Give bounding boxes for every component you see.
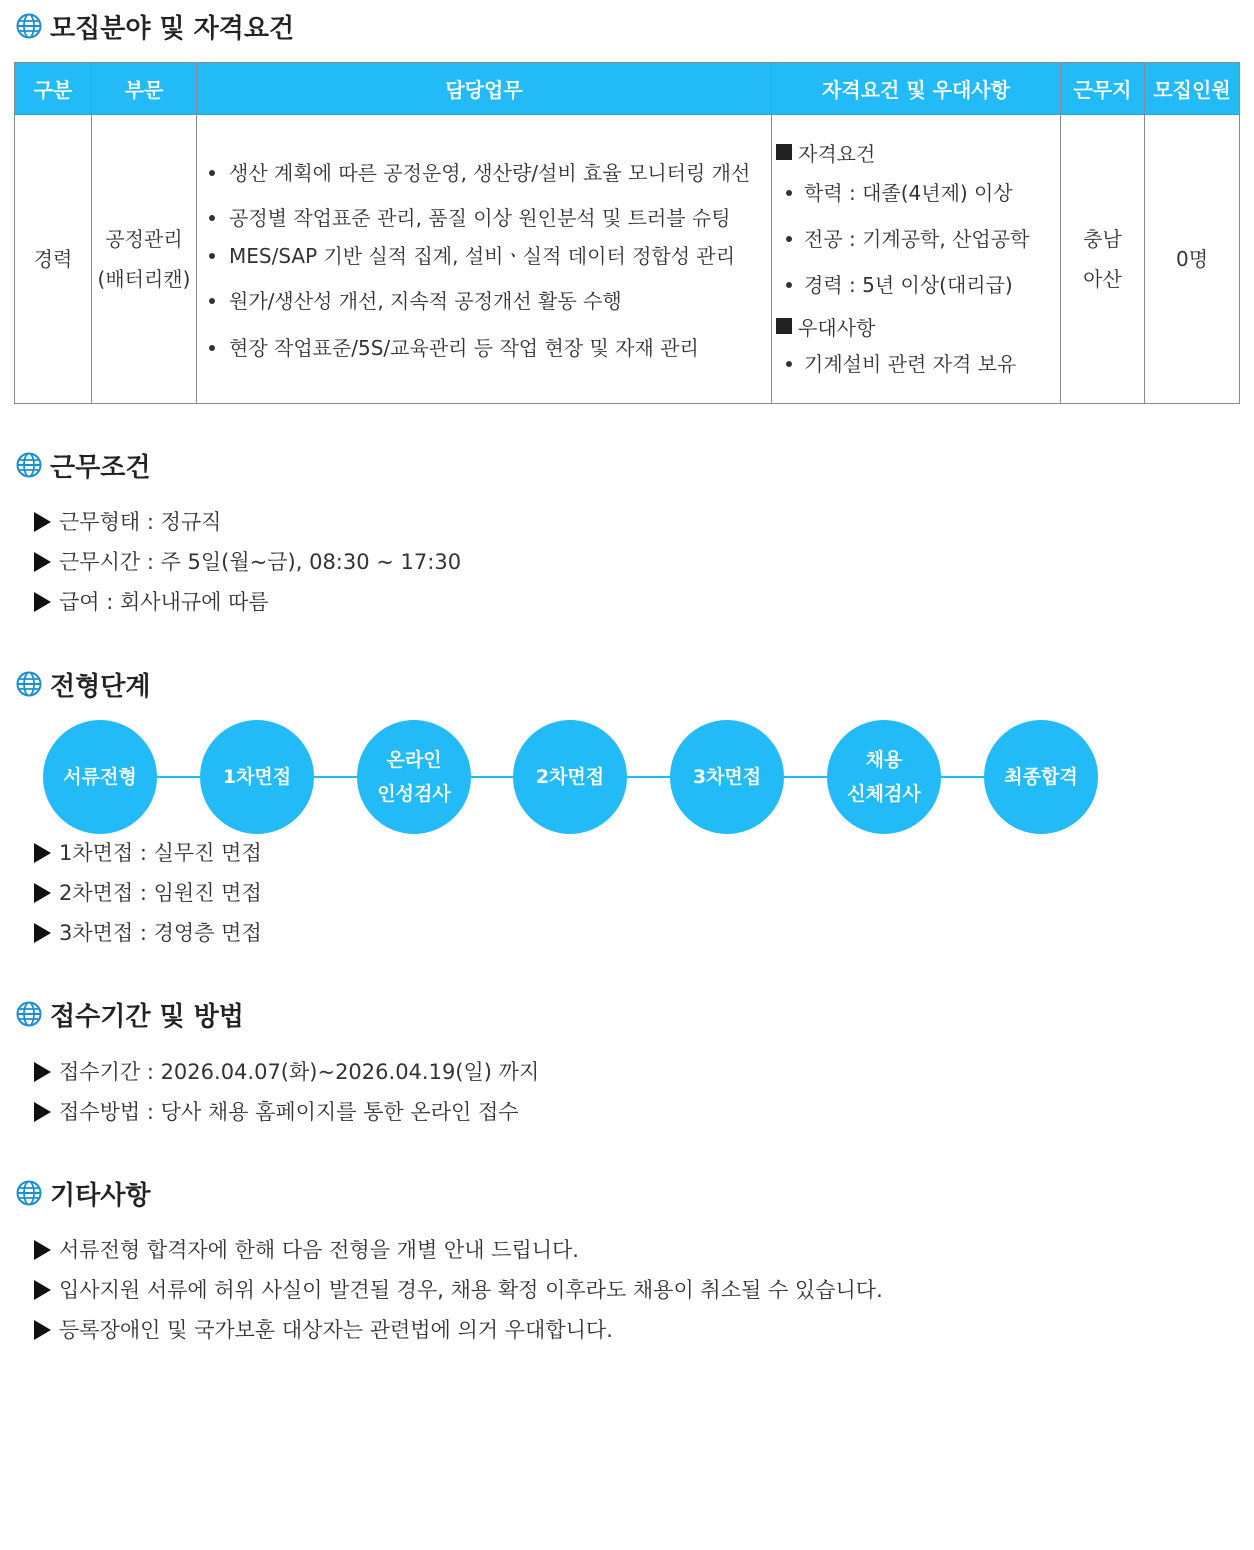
section-title-apply — [16, 996, 244, 1032]
location-line2: 아산 — [1083, 267, 1122, 291]
division-line1: 공정관리 — [105, 227, 183, 251]
table-row — [15, 115, 1240, 404]
division-line2: (배터리캔) — [97, 267, 191, 291]
duty-item: 원가/생산성 개선, 지속적 공정개선 활동 수행 — [209, 271, 771, 331]
triangle-right-icon — [34, 1062, 51, 1082]
globe-icon — [16, 1180, 42, 1206]
duty-item: MES/SAP 기반 실적 집계, 설비ㆍ실적 데이터 정합성 관리 — [209, 241, 771, 271]
interview-text: 1차면접 : 실무진 면접 — [59, 841, 262, 865]
condition-line — [34, 587, 269, 617]
etc-text: 서류전형 합격자에 한해 다음 전형을 개별 안내 드립니다. — [59, 1238, 579, 1262]
header-location: 근무지 — [1061, 63, 1145, 115]
triangle-right-icon — [34, 843, 51, 863]
step-label-line2: 인성검사 — [377, 783, 451, 805]
condition-line — [34, 507, 221, 537]
globe-icon — [16, 671, 42, 697]
cell-duties — [197, 115, 772, 404]
globe-icon — [16, 1001, 42, 1027]
header-headcount: 모집인원 — [1145, 63, 1240, 115]
qualification-item: 경력 : 5년 이상(대리급) — [776, 262, 1060, 308]
step-circle — [357, 720, 471, 834]
condition-line — [34, 547, 461, 577]
etc-line — [34, 1235, 579, 1265]
square-bullet-icon — [776, 144, 792, 160]
apply-text: 접수방법 : 당사 채용 홈페이지를 통한 온라인 접수 — [59, 1100, 519, 1124]
step-circle — [827, 720, 941, 834]
interview-line — [34, 878, 262, 908]
preference-heading — [776, 308, 1060, 344]
cell-headcount — [1145, 115, 1240, 404]
process-steps — [0, 720, 1254, 834]
step-circle — [200, 720, 314, 834]
interview-text: 2차면접 : 임원진 면접 — [59, 881, 262, 905]
section-title-text: 전형단계 — [50, 671, 151, 702]
header-duties: 담당업무 — [197, 63, 772, 115]
condition-text: 근무형태 : 정규직 — [59, 510, 222, 534]
section-title-text: 기타사항 — [50, 1180, 151, 1211]
table-header-row — [15, 63, 1240, 115]
step-label-line2: 신체검사 — [847, 783, 921, 805]
triangle-right-icon — [34, 1240, 51, 1260]
square-bullet-icon — [776, 318, 792, 334]
etc-line — [34, 1315, 613, 1345]
duty-item: 공정별 작업표준 관리, 품질 이상 원인분석 및 트러블 슈팅 — [209, 195, 771, 241]
duty-item: 현장 작업표준/5S/교육관리 등 작업 현장 및 자재 관리 — [209, 331, 771, 365]
section-title-text: 근무조건 — [50, 452, 151, 483]
step-circle — [513, 720, 627, 834]
cell-qualifications — [772, 115, 1061, 404]
header-category: 구분 — [15, 63, 92, 115]
header-division: 부문 — [92, 63, 197, 115]
step-label: 서류전형 — [63, 766, 137, 788]
qualification-block — [772, 134, 1060, 384]
interview-text: 3차면접 : 경영층 면접 — [59, 921, 262, 945]
step-label-line1: 온라인 — [386, 749, 442, 771]
globe-icon — [16, 452, 42, 478]
section-title-recruit — [16, 8, 294, 44]
step-label: 3차면접 — [692, 766, 762, 788]
interview-line — [34, 918, 262, 948]
qualification-item: 학력 : 대졸(4년제) 이상 — [776, 170, 1060, 216]
qualification-item: 전공 : 기계공학, 산업공학 — [776, 216, 1060, 262]
step-circle — [670, 720, 784, 834]
preference-title: 우대사항 — [798, 315, 876, 340]
step-circle — [43, 720, 157, 834]
section-title-text: 접수기간 및 방법 — [50, 1001, 244, 1032]
globe-icon — [16, 13, 42, 39]
triangle-right-icon — [34, 1102, 51, 1122]
section-title-conditions — [16, 447, 150, 483]
etc-text: 등록장애인 및 국가보훈 대상자는 관련법에 의거 우대합니다. — [59, 1318, 613, 1342]
etc-text: 입사지원 서류에 허위 사실이 발견될 경우, 채용 확정 이후라도 채용이 취소될 수 있습니다. — [59, 1278, 883, 1302]
interview-line — [34, 838, 262, 868]
condition-text: 근무시간 : 주 5일(월~금), 08:30 ~ 17:30 — [59, 550, 462, 574]
triangle-right-icon — [34, 552, 51, 572]
header-qualifications: 자격요건 및 우대사항 — [772, 63, 1061, 115]
location-line1: 충남 — [1083, 227, 1122, 251]
qualification-heading — [776, 134, 1060, 170]
triangle-right-icon — [34, 883, 51, 903]
step-label-line1: 채용 — [865, 749, 903, 771]
triangle-right-icon — [34, 1280, 51, 1300]
step-circle — [984, 720, 1098, 834]
cell-category — [15, 115, 92, 404]
triangle-right-icon — [34, 1320, 51, 1340]
triangle-right-icon — [34, 923, 51, 943]
qualification-title: 자격요건 — [798, 141, 876, 166]
headcount-text: 0명 — [1175, 247, 1209, 271]
step-label: 최종합격 — [1004, 766, 1078, 788]
preference-item: 기계설비 관련 자격 보유 — [776, 344, 1060, 384]
apply-line — [34, 1057, 539, 1087]
section-title-text: 모집분야 및 자격요건 — [50, 13, 295, 44]
etc-line — [34, 1275, 883, 1305]
section-title-etc — [16, 1175, 150, 1211]
cell-location — [1061, 115, 1145, 404]
cell-division — [92, 115, 197, 404]
condition-text: 급여 : 회사내규에 따름 — [59, 590, 269, 614]
recruit-table — [14, 62, 1240, 404]
triangle-right-icon — [34, 592, 51, 612]
step-label: 1차면접 — [222, 766, 292, 788]
triangle-right-icon — [34, 512, 51, 532]
apply-line — [34, 1097, 519, 1127]
apply-text: 접수기간 : 2026.04.07(화)~2026.04.19(일) 까지 — [59, 1060, 540, 1084]
section-title-process — [16, 666, 150, 702]
duties-list — [197, 153, 771, 365]
step-label: 2차면접 — [535, 766, 605, 788]
category-text: 경력 — [33, 247, 73, 271]
duty-item: 생산 계획에 따른 공정운영, 생산량/설비 효율 모니터링 개선 — [209, 153, 771, 193]
